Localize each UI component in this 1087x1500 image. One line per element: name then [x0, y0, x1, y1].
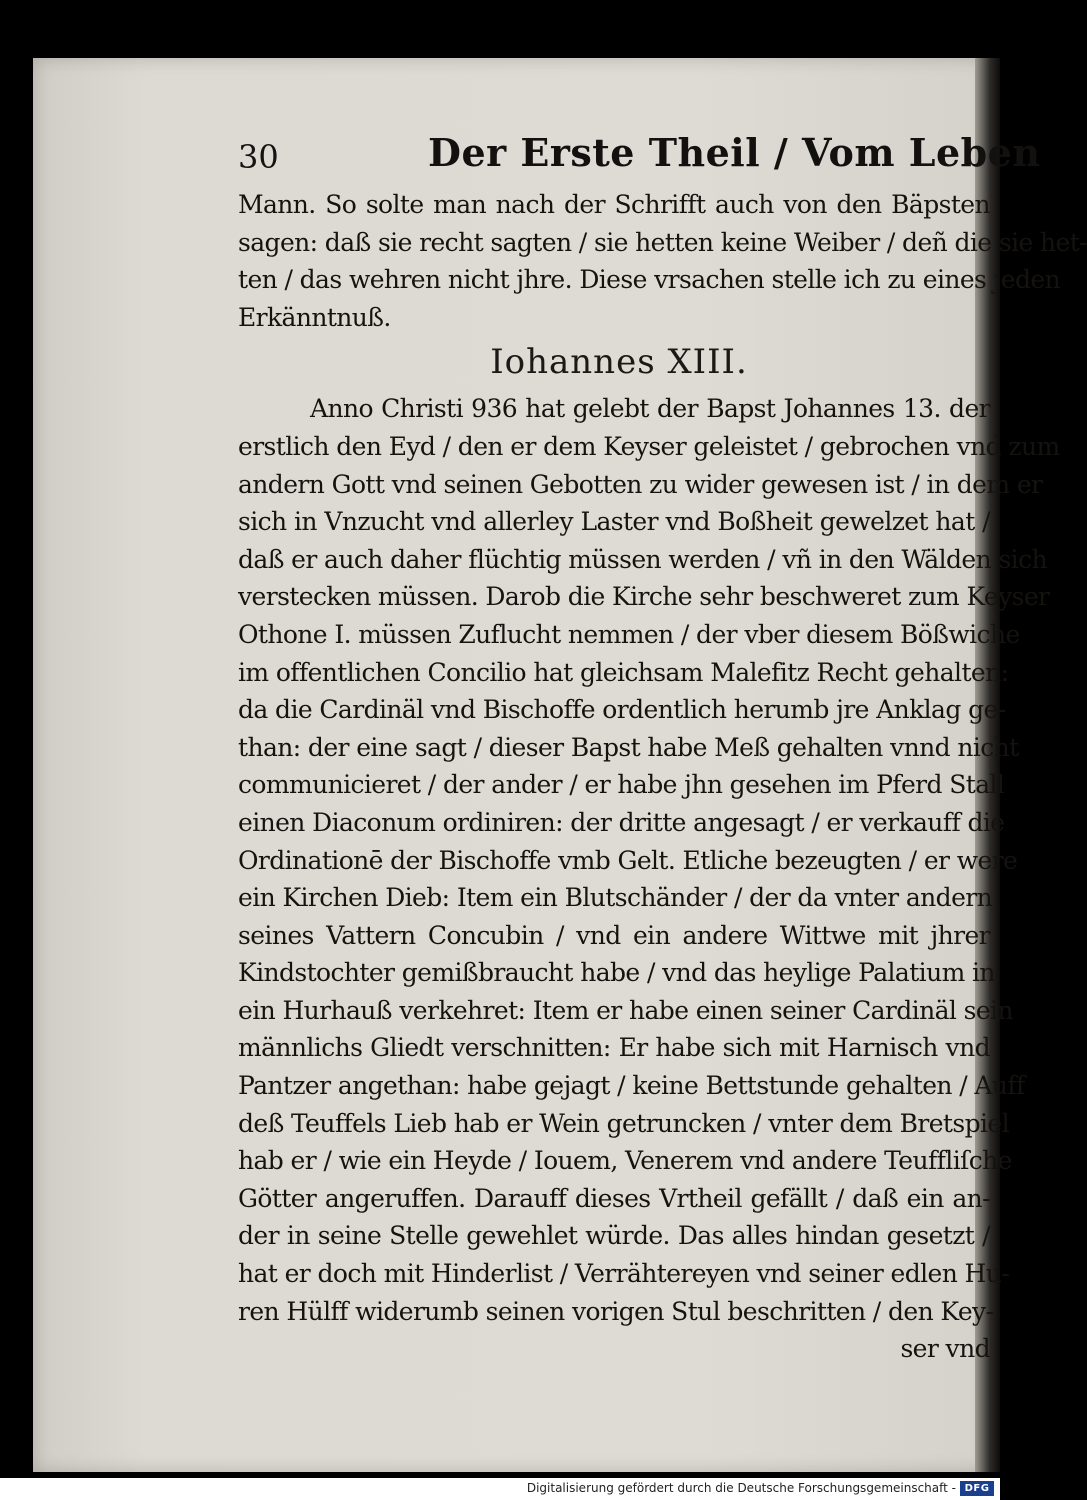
text-line: verstecken müssen. Darob die Kirche sehr beschweret zum Keyser — [238, 582, 1050, 612]
dfg-logo: DFG — [960, 1481, 994, 1496]
footer-bar — [0, 1478, 1000, 1500]
text-line: daß er auch daher flüchtig müssen werden / vñ in den Wälden sich — [238, 544, 1047, 574]
text-line: ein Hurhauß verkehret: Item er habe einen seiner Cardinäl sein — [238, 995, 1013, 1025]
text-line: andern Gott vnd seinen Gebotten zu wider gewesen ist / in dem er — [238, 469, 1043, 499]
text-line: communicieret / der ander / er habe jhn gesehen im Pferd Stall — [238, 770, 1005, 800]
running-head-title: Der Erste Theil / Vom Leben — [428, 130, 1041, 175]
page-number: 30 — [238, 138, 279, 176]
text-line: der in seine Stelle gewehlet würde. Das alles hindan gesetzt / — [238, 1221, 990, 1251]
text-line: im offentlichen Concilio hat gleichsam Malefitz Recht gehalten: — [238, 657, 1009, 687]
text-line: Götter angeruffen. Darauff dieses Vrtheil gefällt / daß ein an- — [238, 1183, 990, 1213]
text-line: männlichs Gliedt verschnitten: Er habe sich mit Harnisch vnd — [238, 1033, 990, 1063]
text-line: Pantzer angethan: habe gejagt / keine Bettstunde gehalten / Auff — [238, 1071, 1025, 1101]
text-line: hat er doch mit Hinderlist / Verrähtereyen vnd seiner edlen Hu- — [238, 1259, 1010, 1289]
text-line: Erkänntnuß. — [238, 302, 391, 332]
text-line: than: der eine sagt / dieser Bapst habe Meß gehalten vnnd nicht — [238, 732, 1019, 762]
text-line: ren Hülff widerumb seinen vorigen Stul beschritten / den Key- — [238, 1296, 994, 1326]
text-line: sagen: daß sie recht sagten / sie hetten keine Weiber / deñ die sie het- — [238, 227, 1087, 257]
text-line: seines Vattern Concubin / vnd ein andere Wittwe mit jhrer — [238, 920, 990, 950]
text-line: Othone I. müssen Zuflucht nemmen / der vber diesem Bößwiche — [238, 619, 1020, 649]
text-line: deß Teuffels Lieb hab er Wein getruncken / vnter dem Bretspiel — [238, 1108, 1009, 1138]
section-heading: Iohannes XIII. — [490, 342, 748, 383]
text-line: da die Cardinäl vnd Bischoffe ordentlich herumb jre Anklag ge- — [238, 695, 1006, 725]
text-line: Anno Christi 936 hat gelebt der Bapst Johannes 13. der — [310, 394, 990, 424]
text-line: hab er / wie ein Heyde / Iouem, Venerem vnd andere Teuffliſche — [238, 1146, 1012, 1176]
text-line: Ordinationē der Bischoffe vmb Gelt. Etliche bezeugten / er were — [238, 845, 1018, 875]
running-head — [238, 130, 1041, 180]
text-line: Mann. So solte man nach der Schrifft auch von den Bäpsten — [238, 190, 990, 219]
funding-credit: Digitalisierung gefördert durch die Deutsche Forschungsgemeinschaft - — [526, 1481, 956, 1495]
text-line: ten / das wehren nicht jhre. Diese vrsachen stelle ich zu eines jeden — [238, 265, 1061, 295]
text-line: erstlich den Eyd / den er dem Keyser geleistet / gebrochen vnd zum — [238, 431, 1060, 461]
catchword: ser vnd — [900, 1334, 990, 1364]
text-line: sich in Vnzucht vnd allerley Laster vnd Boßheit gewelzet hat / — [238, 507, 990, 537]
text-line: einen Diaconum ordiniren: der dritte angesagt / er verkauff die — [238, 807, 1005, 837]
text-line: Kindstochter gemißbraucht habe / vnd das heylige Palatium in — [238, 958, 995, 988]
text-line: ein Kirchen Dieb: Item ein Blutschänder / der da vnter andern — [238, 883, 993, 913]
body-text — [238, 186, 1087, 1368]
